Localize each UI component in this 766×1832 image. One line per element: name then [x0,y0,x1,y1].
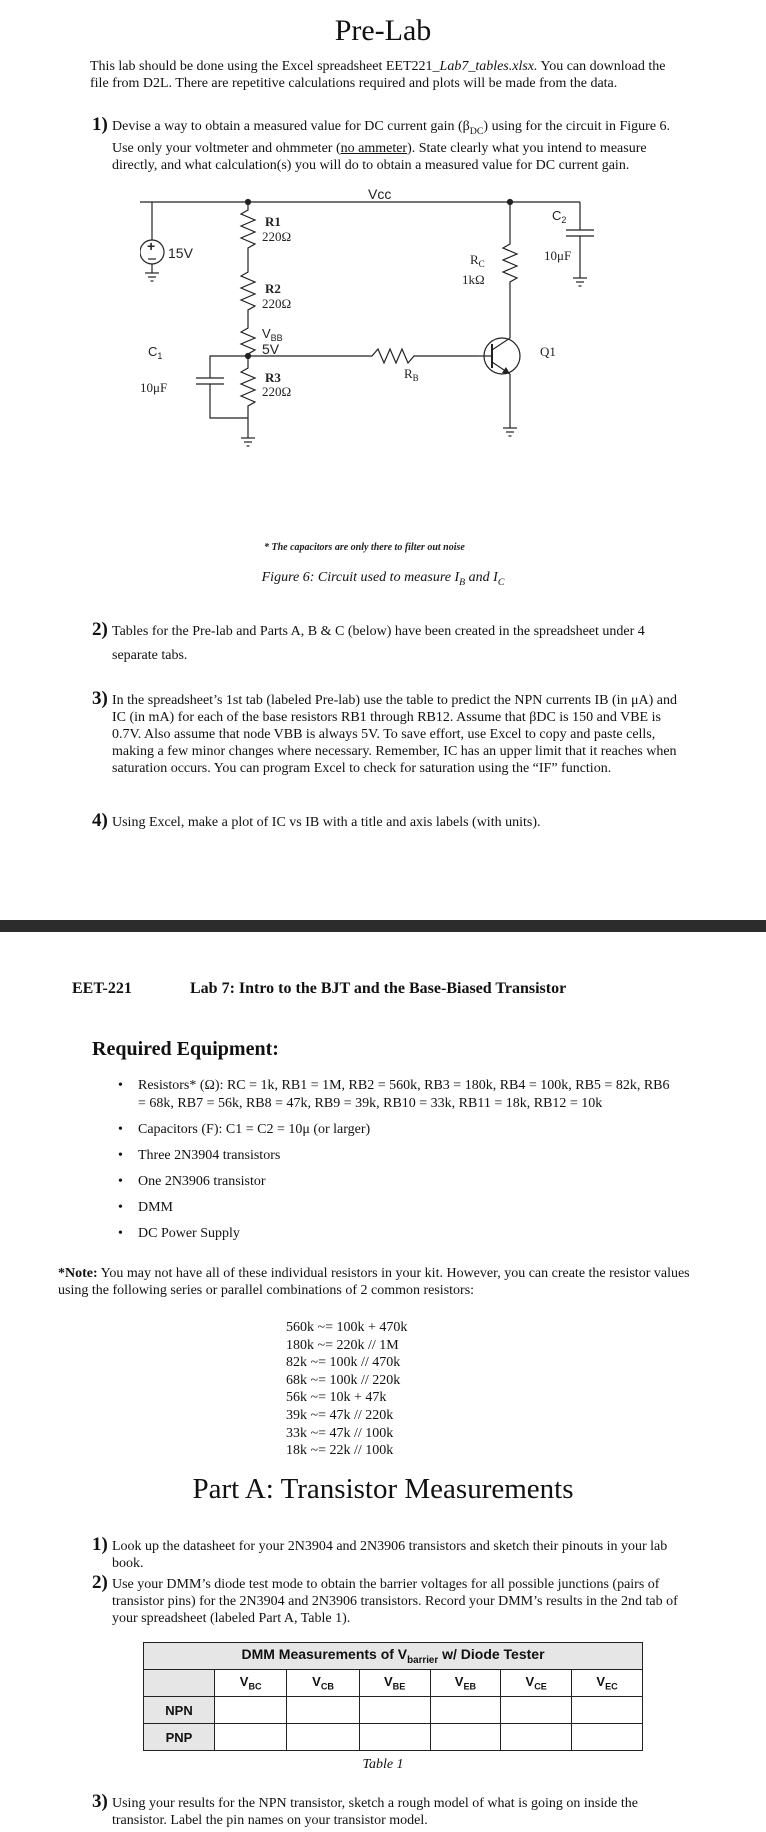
question-3 [92,688,682,777]
list-item: 560k ~= 100k + 470k [286,1320,408,1335]
table-cell [215,1697,287,1724]
q1-text-c: ). State clearly what you intend to measure directly, and what calculation(s) you will do to obtain a measured value for DC current gain. [112,140,647,173]
note-label: *Note: [58,1266,98,1281]
r2-value: 220Ω [262,296,292,311]
list-item: 68k ~= 100k // 220k [286,1372,401,1388]
question-number: 4) [92,810,108,831]
q1-sub: DC [469,125,484,137]
lab-title: Lab 7: Intro to the BJT and the Base-Biased Transistor [190,980,567,997]
r1-value: 220Ω [262,229,292,244]
ground-icon [573,278,587,286]
r1-label: R1 [265,214,281,229]
table-cell [287,1724,359,1751]
required-equipment-heading: Required Equipment: [92,1038,279,1060]
list-item: • Capacitors (F): C1 = C2 = 10μ (or larger) [138,1121,678,1139]
column-header: $V_{BE}$ [359,1670,430,1697]
list-item: 56k ~= 10k + 47k [286,1390,387,1406]
q1-text-a: Devise a way to obtain a measured value for DC current gain (β [112,119,470,134]
table-cell [359,1724,430,1751]
plus-icon: + [147,238,156,254]
c1-value: 10μF [140,380,168,395]
table-cell [359,1697,430,1724]
question-number: 3) [92,1791,108,1812]
r2-resistor-icon [241,266,255,318]
circuit-footnote: * The capacitors are only there to filter out noise [264,542,465,553]
ground-icon [503,428,517,436]
resistor-combinations [286,1319,407,1460]
r1-resistor-icon [241,202,255,266]
r3-label: R3 [265,370,281,385]
column-header: $V_{CB}$ [287,1670,359,1697]
source-label: 15V [168,245,193,261]
r3-resistor-icon-top [241,318,255,356]
emitter-arrow-icon [502,367,510,374]
q1-underline: no ammeter [340,140,408,156]
figure-caption: Figure 6: Circuit used to measure $I_B$ and $I_C$ [261,570,505,588]
question-1 [92,114,682,174]
column-header: $V_{EB}$ [430,1670,501,1697]
part-a-title: Part A: Transistor Measurements [192,1473,574,1505]
rc-resistor-icon [503,202,517,338]
q2-text: Tables for the Pre-lab and Parts A, B & C (below) have been created in the spreadsheet under 4 separate tabs. [112,624,645,663]
row-header-npn: NPN [144,1697,215,1724]
table-corner-cell [144,1670,215,1697]
table-cell [501,1697,572,1724]
c1-wire [210,356,248,378]
vbb-label: $V_{BB}$ [262,326,283,343]
part-a-question-2 [92,1572,682,1627]
question-4 [92,810,682,831]
list-item: 18k ~= 22k // 100k [286,1443,394,1459]
list-item: • Resistors* (Ω): RC = 1k, RB1 = 1M, RB2 = 560k, RB3 = 180k, RB4 = 100k, RB5 = 82k, RB6 = 68k, RB7 = 56k, RB8 = 47k, RB9 = 39k, RB10 = 33k, RB11 = 18k, RB12 = 10k [138,1077,678,1113]
table-cell [430,1724,501,1751]
course-code: EET-221 [72,980,132,997]
q3-text: In the spreadsheet’s 1st tab (labeled Pre-lab) use the table to predict the NPN currents IB (in μA) and IC (in mA) for each of the base resistors RB1 through RB12. Assume that βDC is 150 and VBE is 0.7V. Also assume that node VBB is always 5V. To save effort, use Excel to copy and paste cells, making a few minor changes where necessary. Remember, IC has an upper limit that it reaches when saturation occurs. You can program Excel to check for saturation using the “IF” function. [112,693,677,776]
dmm-table-wrapper [143,1642,643,1751]
q4-text: Using Excel, make a plot of IC vs IB with a title and axis labels (with units). [112,815,541,830]
a1-text: Look up the datasheet for your 2N3904 and 2N3906 transistors and sketch their pinouts in your lab book. [112,1539,668,1571]
r3-value: 220Ω [262,384,292,399]
table-row [144,1724,643,1751]
part-a-question-3 [92,1791,682,1829]
list-item: • One 2N3906 transistor [138,1173,678,1191]
c2-value: 10μF [544,248,572,263]
column-header: $V_{CE}$ [501,1670,572,1697]
r3-resistor-icon [241,356,255,426]
c1-ground-wire [210,384,248,418]
table-caption: Table 1 [362,1757,404,1772]
dmm-measurements-table [143,1642,643,1751]
list-item: • DMM [138,1199,678,1217]
vcc-label: Vcc [368,186,392,202]
list-item: 33k ~= 47k // 100k [286,1425,394,1441]
page-separator [0,920,766,932]
c1-label: $C_1$ [148,344,163,361]
table-cell [430,1697,501,1724]
intro-filename: Lab7_tables.xlsx. [439,59,538,74]
column-header: $V_{BC}$ [215,1670,287,1697]
a3-text: Using your results for the NPN transistor, sketch a rough model of what is going on inside the transistor. Label the pin names on your transistor model. [112,1796,638,1828]
table-header-row [144,1670,643,1697]
equipment-list [138,1077,678,1251]
question-number: 3) [92,688,108,709]
ground-icon [241,438,255,446]
intro-text-a: This lab should be done using the Excel spreadsheet EET221_ [90,59,440,74]
circuit-diagram [140,178,620,568]
rb-label: $R_B$ [404,366,419,383]
table-cell [287,1697,359,1724]
intro-text-b: You can download the file from D2L. There are repetitive calculations required and plots will be made from the data. [90,59,666,91]
part-a-question-1 [92,1534,682,1572]
list-item: 39k ~= 47k // 220k [286,1407,394,1423]
ground-icon [145,273,159,281]
question-number: 1) [92,114,108,135]
column-header: $V_{EC}$ [572,1670,643,1697]
question-2 [92,619,682,668]
q1-label: Q1 [540,344,556,359]
note-text: You may not have all of these individual resistors in your kit. However, you can create the resistor values using the following series or parallel combinations of 2 common resistors: [58,1266,690,1298]
vbb-value: 5V [262,341,280,357]
list-item: 180k ~= 220k // 1M [286,1337,399,1353]
r2-label: R2 [265,281,281,296]
c2-label: $C_2$ [552,208,567,225]
table-cell [215,1724,287,1751]
intro-paragraph [90,58,670,92]
list-item: • DC Power Supply [138,1225,678,1243]
table-row [144,1697,643,1724]
page-title: Pre-Lab [334,14,432,47]
rc-value: 1kΩ [462,272,485,287]
table-cell [501,1724,572,1751]
table-cell [572,1697,643,1724]
table-cell [572,1724,643,1751]
question-number: 2) [92,619,108,640]
a2-text: Use your DMM’s diode test mode to obtain the barrier voltages for all possible junctions (pairs of transistor pins) for the 2N3904 and 2N3906 transistors. Record your DMM’s results in the 2nd tab of your spreadsheet (labeled Part A, Table 1). [112,1577,678,1626]
rc-label: $R_C$ [470,252,485,269]
list-item: • Three 2N3904 transistors [138,1147,678,1165]
rb-resistor-icon [248,349,478,363]
resistor-note [58,1265,708,1299]
list-item: 82k ~= 100k // 470k [286,1355,401,1371]
row-header-pnp: PNP [144,1724,215,1751]
table-title: DMM Measurements of $V_{barrier}$ w/ Diode Tester [144,1643,643,1670]
question-number: 1) [92,1534,108,1555]
question-number: 2) [92,1572,108,1593]
q1-text-b: ) using for the circuit in Figure 6. Use only your voltmeter and ohmmeter ( [112,119,671,156]
